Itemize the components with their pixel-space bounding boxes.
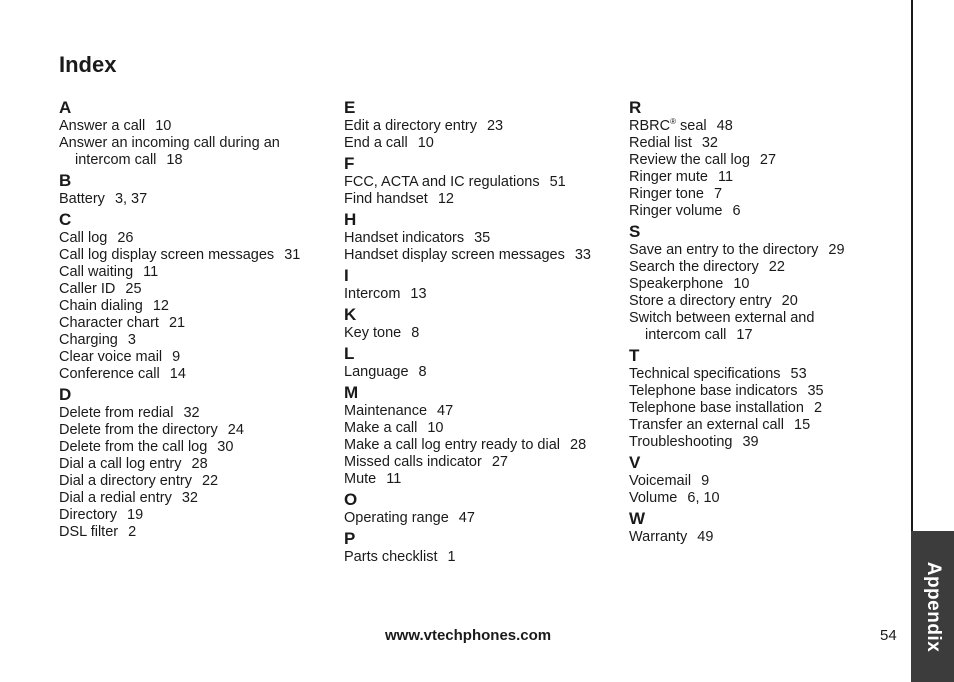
- index-entry[interactable]: [629, 434, 919, 451]
- index-entry[interactable]: [629, 242, 919, 259]
- entry-page: 32: [183, 405, 200, 421]
- index-entry[interactable]: [59, 281, 349, 298]
- index-entry[interactable]: [629, 366, 919, 383]
- index-entry[interactable]: [629, 169, 919, 186]
- entry-page: 48: [716, 118, 733, 134]
- entry-page: 14: [169, 366, 186, 382]
- section-letter: I: [344, 266, 349, 285]
- index-entry[interactable]: [344, 403, 634, 420]
- section-letter: B: [59, 171, 72, 190]
- entry-page: 29: [828, 242, 845, 258]
- entry-text: Caller ID: [59, 281, 116, 297]
- index-entry[interactable]: [629, 529, 919, 546]
- entry-page: 1: [447, 549, 456, 565]
- entry-text: Call log: [59, 230, 108, 246]
- entry-text: Technical specifications: [629, 366, 781, 382]
- entry-page: 19: [127, 507, 144, 523]
- index-entry[interactable]: [59, 264, 349, 281]
- entry-page: 6: [732, 203, 741, 219]
- section-letter: O: [344, 490, 358, 509]
- entry-page: 23: [486, 118, 504, 134]
- entry-page: 32: [701, 135, 718, 151]
- index-section: [59, 385, 349, 541]
- index-entry[interactable]: [59, 349, 349, 366]
- entry-page: 8: [411, 325, 420, 341]
- index-section: [344, 154, 634, 208]
- section-letter: V: [629, 453, 641, 472]
- entry-text: Handset display screen messages: [344, 247, 565, 263]
- index-entry[interactable]: [59, 191, 349, 208]
- entry-text: Answer a call: [59, 118, 146, 134]
- entry-page: 3, 37: [114, 191, 148, 207]
- entry-text: Ringer mute: [629, 169, 708, 185]
- entry-page: 17: [736, 327, 753, 343]
- entry-text: DSL filter: [59, 524, 119, 540]
- entry-text: Call log display screen messages: [59, 247, 275, 263]
- entry-page: 33: [574, 247, 591, 263]
- section-letter: H: [344, 210, 357, 229]
- entry-page: 12: [437, 191, 454, 207]
- index-section: [629, 222, 919, 344]
- entry-page: 8: [418, 364, 427, 380]
- registered-mark: ®: [670, 117, 676, 127]
- index-entry[interactable]: [629, 473, 919, 490]
- entry-page: 25: [125, 281, 142, 297]
- index-section: [344, 344, 634, 381]
- entry-page: 32: [181, 490, 198, 506]
- index-entry[interactable]: [629, 118, 919, 135]
- index-section: [59, 210, 349, 383]
- entry-page: 47: [458, 510, 475, 526]
- index-column-1: [59, 98, 349, 541]
- index-entry[interactable]: [344, 549, 634, 566]
- index-section: [344, 305, 634, 342]
- entry-text: Telephone base indicators: [629, 383, 798, 399]
- index-entry[interactable]: [59, 405, 349, 422]
- index-entry[interactable]: [344, 191, 634, 208]
- index-entry[interactable]: [344, 471, 634, 488]
- index-entry[interactable]: [59, 439, 349, 456]
- section-letter: K: [344, 305, 357, 324]
- index-entry[interactable]: [629, 203, 919, 220]
- index-entry[interactable]: [59, 524, 349, 541]
- entry-page: 13: [410, 286, 427, 302]
- entry-page: 10: [417, 135, 434, 151]
- entry-text: Troubleshooting: [629, 434, 733, 450]
- index-entry[interactable]: [629, 259, 919, 276]
- entry-text: Delete from the call log: [59, 439, 208, 455]
- index-entry[interactable]: [629, 135, 919, 152]
- index-entry[interactable]: [59, 422, 349, 439]
- entry-text: Telephone base installation: [629, 400, 804, 416]
- entry-page: 22: [768, 259, 785, 275]
- entry-text: Conference call: [59, 366, 160, 382]
- index-section: [344, 490, 634, 527]
- entry-text: Battery: [59, 191, 105, 207]
- index-entry[interactable]: [344, 420, 634, 437]
- page-number: 54: [880, 627, 897, 644]
- entry-page: 12: [152, 298, 169, 314]
- entry-page: 2: [128, 524, 137, 540]
- entry-page: 2: [813, 400, 823, 416]
- entry-text: Language: [344, 364, 409, 380]
- index-section: [344, 98, 634, 152]
- index-entry[interactable]: [629, 152, 919, 169]
- entry-text: Answer an incoming call during an: [59, 135, 280, 151]
- entry-page: 28: [191, 456, 208, 472]
- index-section: [344, 529, 634, 566]
- index-section: [344, 266, 634, 303]
- entry-text: Make a call: [344, 420, 418, 436]
- entry-text: Review the call log: [629, 152, 750, 168]
- index-entry[interactable]: [59, 118, 349, 135]
- page-title: Index: [59, 52, 117, 77]
- entry-text: Store a directory entry: [629, 293, 772, 309]
- entry-page: 35: [474, 230, 491, 246]
- section-letter: M: [344, 383, 359, 402]
- index-entry[interactable]: [629, 186, 919, 203]
- entry-text: RBRC: [629, 118, 671, 134]
- index-entry[interactable]: [59, 366, 349, 383]
- entry-page: 10: [733, 276, 750, 292]
- entry-text: Search the directory: [629, 259, 759, 275]
- index-entry[interactable]: [344, 325, 634, 342]
- section-letter: W: [629, 509, 646, 528]
- entry-text: Maintenance: [344, 403, 428, 419]
- entry-text: Volume: [629, 490, 678, 506]
- index-entry[interactable]: [59, 135, 349, 169]
- entry-page: 26: [117, 230, 134, 246]
- entry-text: Speakerphone: [629, 276, 724, 292]
- index-entry[interactable]: [59, 315, 349, 332]
- entry-text: Delete from redial: [59, 405, 174, 421]
- index-entry[interactable]: [344, 135, 634, 152]
- entry-page: 24: [227, 422, 244, 438]
- index-entry[interactable]: [629, 400, 919, 417]
- entry-text: End a call: [344, 135, 408, 151]
- index-entry[interactable]: [344, 118, 634, 135]
- appendix-tab[interactable]: [911, 531, 954, 682]
- index-section: [344, 383, 634, 488]
- entry-text: Character chart: [59, 315, 159, 331]
- entry-text: Switch between external and: [629, 310, 815, 326]
- entry-page: 11: [143, 264, 159, 280]
- index-entry[interactable]: [344, 454, 634, 471]
- entry-text: Edit a directory entry: [344, 118, 477, 134]
- entry-page: 22: [201, 473, 219, 489]
- entry-page: 10: [427, 420, 444, 436]
- section-letter: F: [344, 154, 355, 173]
- index-section: [629, 346, 919, 451]
- entry-text: FCC, ACTA and IC regulations: [344, 174, 540, 190]
- index-entry[interactable]: [59, 230, 349, 247]
- index-section: [59, 98, 349, 169]
- entry-text: Dial a call log entry: [59, 456, 182, 472]
- index-section: [59, 171, 349, 208]
- entry-text-line2: intercom call: [75, 152, 157, 168]
- entry-page: 47: [437, 403, 454, 419]
- entry-page: 39: [742, 434, 759, 450]
- index-section: [629, 509, 919, 546]
- section-letter: C: [59, 210, 72, 229]
- entry-page: 18: [166, 152, 183, 168]
- entry-page: 28: [570, 437, 587, 453]
- entry-text: Dial a redial entry: [59, 490, 172, 506]
- index-entry[interactable]: [344, 286, 634, 303]
- entry-text: Intercom: [344, 286, 401, 302]
- entry-text: Parts checklist: [344, 549, 438, 565]
- section-letter: R: [629, 98, 642, 117]
- index-entry[interactable]: [59, 298, 349, 315]
- entry-text: Transfer an external call: [629, 417, 785, 433]
- section-letter: D: [59, 385, 72, 404]
- entry-text: Redial list: [629, 135, 692, 151]
- entry-page: 11: [386, 471, 402, 487]
- index-entry[interactable]: [59, 507, 349, 524]
- entry-text: Save an entry to the directory: [629, 242, 819, 258]
- entry-text: Ringer tone: [629, 186, 704, 202]
- index-section: [344, 210, 634, 264]
- index-entry[interactable]: [344, 247, 634, 264]
- index-entry[interactable]: [629, 310, 919, 344]
- entry-text: Call waiting: [59, 264, 134, 280]
- entry-text-line2: intercom call: [645, 327, 727, 343]
- entry-text: Mute: [344, 471, 377, 487]
- entry-page: 27: [759, 152, 777, 168]
- entry-text: Missed calls indicator: [344, 454, 482, 470]
- index-entry[interactable]: [629, 383, 919, 400]
- index-entry[interactable]: [59, 332, 349, 349]
- entry-page: 11: [717, 169, 734, 185]
- entry-text: Key tone: [344, 325, 402, 341]
- entry-text-continued: [59, 152, 349, 169]
- entry-text: Make a call log entry ready to dial: [344, 437, 560, 453]
- entry-page: 30: [217, 439, 234, 455]
- entry-page: 53: [790, 366, 807, 382]
- index-entry[interactable]: [59, 490, 349, 507]
- index-entry[interactable]: [344, 510, 634, 527]
- entry-page: 51: [549, 174, 566, 190]
- entry-text: Chain dialing: [59, 298, 143, 314]
- entry-page: 20: [781, 293, 798, 309]
- entry-page: 9: [701, 473, 710, 489]
- index-section: [629, 98, 919, 220]
- footer-url[interactable]: www.vtechphones.com: [385, 627, 552, 644]
- entry-text: Operating range: [344, 510, 449, 526]
- entry-text: Handset indicators: [344, 230, 465, 246]
- index-entry[interactable]: [629, 293, 919, 310]
- entry-page: 7: [713, 186, 723, 202]
- entry-page: 35: [807, 383, 824, 399]
- index-entry[interactable]: [59, 456, 349, 473]
- entry-page: 3: [127, 332, 136, 348]
- entry-text: Voicemail: [629, 473, 692, 489]
- entry-text: Directory: [59, 507, 118, 523]
- entry-text: Find handset: [344, 191, 428, 207]
- index-section: [629, 453, 919, 507]
- section-letter: S: [629, 222, 641, 241]
- section-letter: P: [344, 529, 356, 548]
- appendix-tab-label: Appendix: [922, 561, 944, 652]
- section-letter: T: [629, 346, 640, 365]
- entry-page: 15: [794, 417, 811, 433]
- entry-text-after: seal: [676, 118, 707, 134]
- entry-page: 21: [168, 315, 186, 331]
- entry-text: Warranty: [629, 529, 688, 545]
- index-entry[interactable]: [629, 417, 919, 434]
- entry-text: Dial a directory entry: [59, 473, 192, 489]
- entry-page: 9: [172, 349, 181, 365]
- entry-text: Charging: [59, 332, 118, 348]
- index-entry[interactable]: [629, 276, 919, 293]
- entry-page: 31: [284, 247, 301, 263]
- entry-text: Delete from the directory: [59, 422, 218, 438]
- index-entry[interactable]: [344, 230, 634, 247]
- index-entry[interactable]: [59, 473, 349, 490]
- index-entry[interactable]: [344, 174, 634, 191]
- entry-text: Ringer volume: [629, 203, 723, 219]
- index-entry[interactable]: [629, 490, 919, 507]
- section-letter: E: [344, 98, 356, 117]
- entry-page: 49: [697, 529, 714, 545]
- index-entry[interactable]: [344, 364, 634, 381]
- index-column-3: [629, 98, 919, 546]
- entry-page: 27: [491, 454, 508, 470]
- entry-page: 6, 10: [687, 490, 720, 506]
- entry-page: 10: [155, 118, 172, 134]
- entry-text-continued: [629, 327, 919, 344]
- index-entry[interactable]: [344, 437, 634, 454]
- section-letter: L: [344, 344, 355, 363]
- index-entry[interactable]: [59, 247, 349, 264]
- index-column-2: [344, 98, 634, 566]
- section-letter: A: [59, 98, 72, 117]
- entry-text: Clear voice mail: [59, 349, 163, 365]
